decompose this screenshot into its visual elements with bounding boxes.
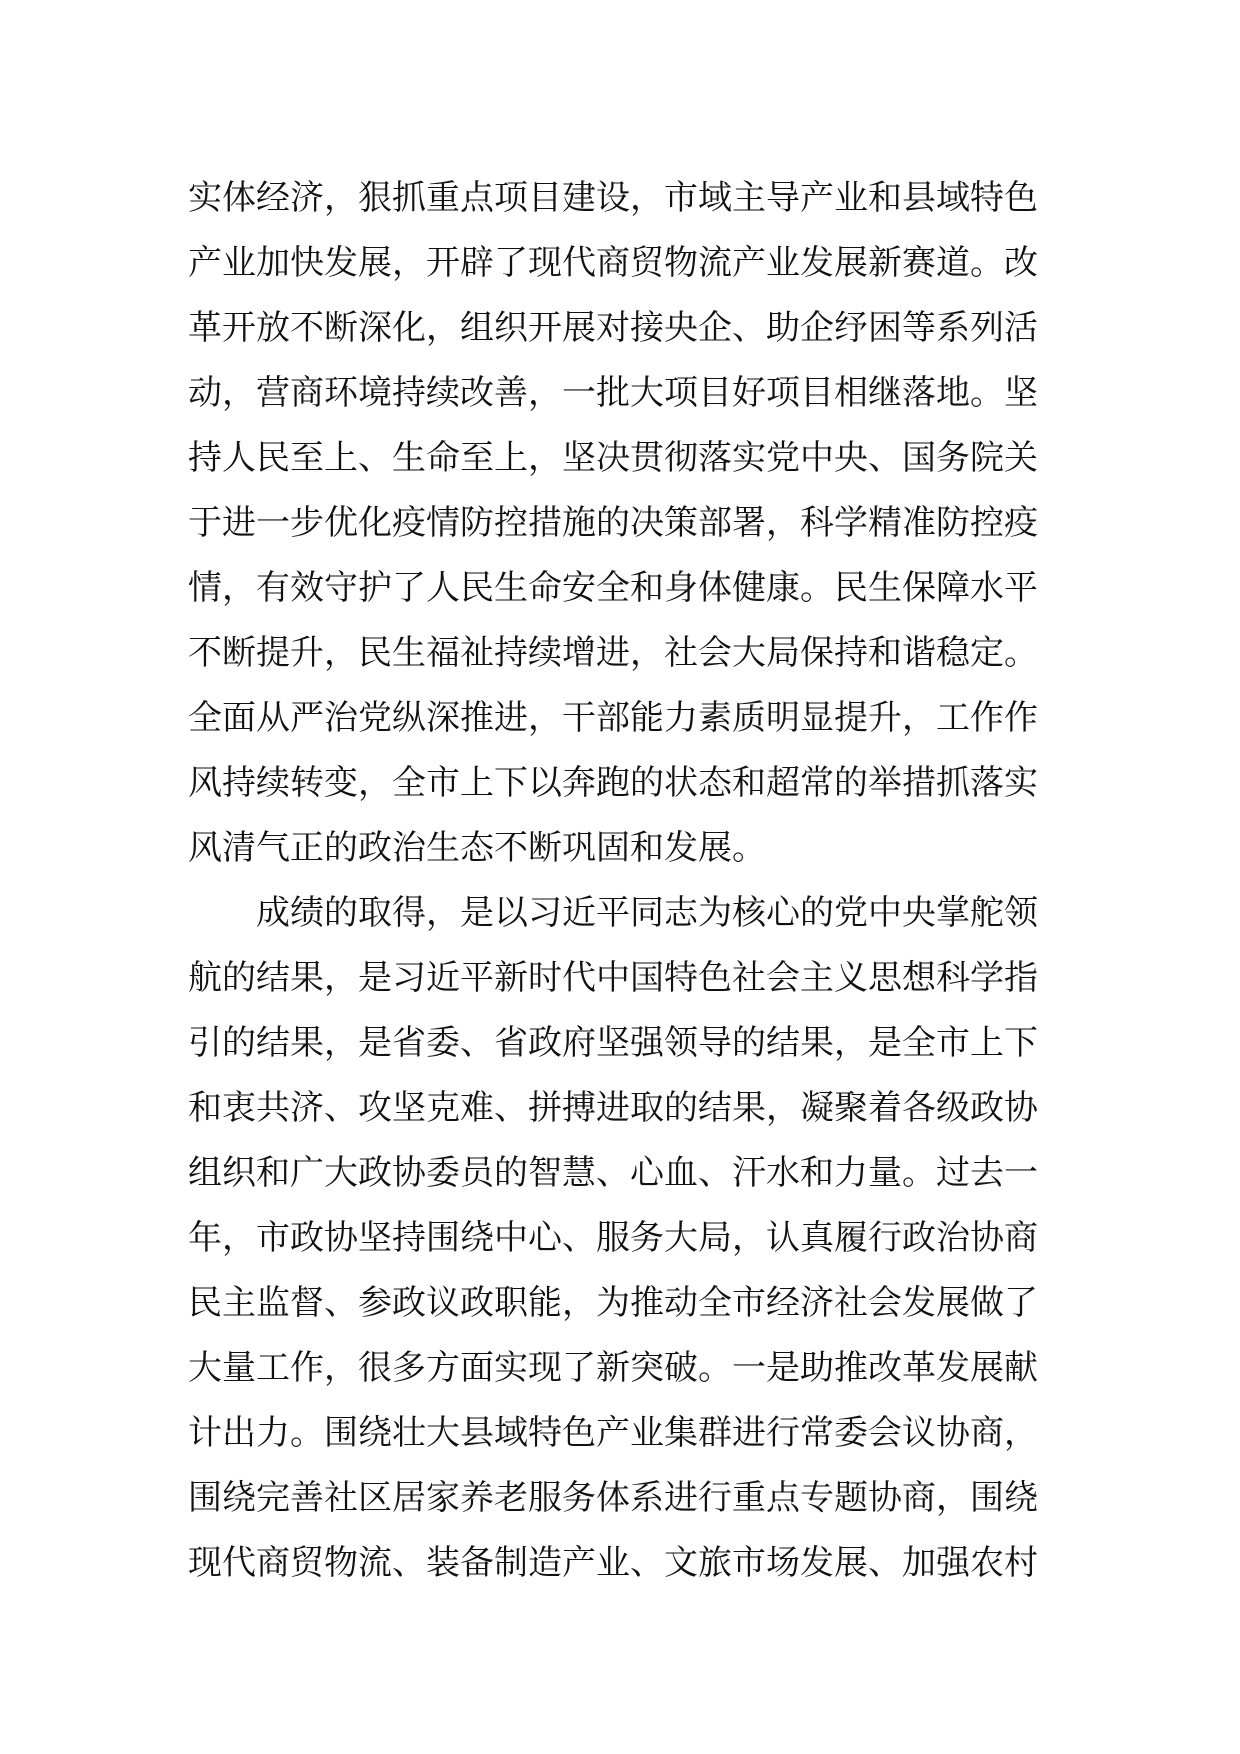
text-line-8: 不断提升，民生福祉持续增进，社会大局保持和谐稳定。: [188, 633, 1038, 673]
text-line-6: 于进一步优化疫情防控措施的决策部署，科学精准防控疫: [188, 503, 1038, 543]
text-line-19: 大量工作，很多方面实现了新突破。一是助推改革发展献: [188, 1348, 1038, 1388]
text-line-14: 引的结果，是省委、省政府坚强领导的结果，是全市上下: [188, 1023, 1038, 1063]
text-line-10: 风持续转变，全市上下以奔跑的状态和超常的举措抓落实: [188, 763, 1038, 803]
text-line-18: 民主监督、参政议政职能，为推动全市经济社会发展做了: [188, 1283, 1038, 1323]
text-line-1: 实体经济，狠抓重点项目建设，市域主导产业和县域特色: [188, 178, 1038, 218]
text-line-20: 计出力。围绕壮大县域特色产业集群进行常委会议协商，: [188, 1413, 1038, 1453]
text-line-3: 革开放不断深化，组织开展对接央企、助企纾困等系列活: [188, 308, 1038, 348]
text-line-7: 情，有效守护了人民生命安全和身体健康。民生保障水平: [188, 568, 1038, 608]
text-line-4: 动，营商环境持续改善，一批大项目好项目相继落地。坚: [188, 373, 1038, 413]
text-line-22: 现代商贸物流、装备制造产业、文旅市场发展、加强农村: [188, 1543, 1038, 1583]
text-line-21: 围绕完善社区居家养老服务体系进行重点专题协商，围绕: [188, 1478, 1038, 1518]
text-line-11: 风清气正的政治生态不断巩固和发展。: [188, 828, 766, 868]
text-line-17: 年，市政协坚持围绕中心、服务大局，认真履行政治协商: [188, 1218, 1038, 1258]
text-line-16: 组织和广大政协委员的智慧、心血、汗水和力量。过去一: [188, 1153, 1038, 1193]
text-line-2: 产业加快发展，开辟了现代商贸物流产业发展新赛道。改: [188, 243, 1038, 283]
body-text: [188, 166, 1068, 1596]
text-line-15: 和衷共济、攻坚克难、拼搏进取的结果，凝聚着各级政协: [188, 1088, 1038, 1128]
text-line-12: 成绩的取得，是以习近平同志为核心的党中央掌舵领: [188, 893, 1038, 933]
text-line-9: 全面从严治党纵深推进，干部能力素质明显提升，工作作: [188, 698, 1038, 738]
text-line-5: 持人民至上、生命至上，坚决贯彻落实党中央、国务院关: [188, 438, 1038, 478]
text-line-13: 航的结果，是习近平新时代中国特色社会主义思想科学指: [188, 958, 1038, 998]
